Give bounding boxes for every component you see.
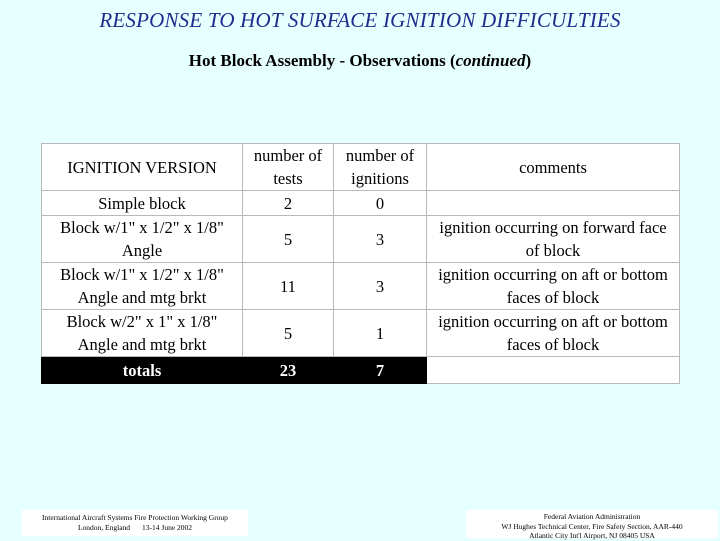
footer-left-date: 13-14 June 2002 [142,523,193,532]
table-row [42,263,680,310]
table-header-row [42,144,680,191]
footer-left [22,510,248,536]
cell-ignition-version [42,310,243,357]
slide-title: RESPONSE TO HOT SURFACE IGNITION DIFFICULTIES [99,8,621,32]
comments-line1: ignition occurring on aft or bottom [438,265,668,284]
version-line2: Angle [121,241,163,260]
footer-right-line2: WJ Hughes Technical Center, Fire Safety Section, AAR-440 [501,521,683,531]
footer-left-line2 [22,523,248,533]
footer-right-line1: Federal Aviation Administration [543,512,641,521]
totals-comments-empty [427,357,680,384]
footer-right [466,510,718,538]
cell-comments [427,216,680,263]
version-line2: Angle and mtg brkt [77,335,207,354]
cell-ignitions: 3 [334,263,427,310]
cell-comments [427,191,680,216]
footer-left-line1: International Aircraft Systems Fire Protection Working Group [42,513,228,522]
subtitle-italic: continued [455,51,526,70]
cell-ignitions: 0 [334,191,427,216]
slide-subtitle [0,51,720,71]
cell-comments [427,263,680,310]
table-row [42,191,680,216]
cell-tests: 11 [243,263,334,310]
comments-line1: ignition occurring on aft or bottom [438,312,668,331]
header-tests-line2: tests [273,169,303,188]
cell-tests: 2 [243,191,334,216]
header-ignition-version: IGNITION VERSION [42,144,243,191]
subtitle-main: Hot Block Assembly - Observations ( [188,51,456,70]
header-ignitions-line1: number of [345,146,415,165]
table-row [42,310,680,357]
totals-ignitions: 7 [334,357,427,384]
cell-ignition-version: Simple block [42,191,243,216]
cell-ignitions: 3 [334,216,427,263]
observations-table [41,143,680,384]
table-row [42,216,680,263]
version-line1: Block w/1" x 1/2" x 1/8" [60,265,224,284]
totals-tests: 23 [243,357,334,384]
version-line2: Angle and mtg brkt [77,288,207,307]
header-tests-line1: number of [253,146,323,165]
header-comments: comments [427,144,680,191]
cell-comments [427,310,680,357]
header-number-of-tests [243,144,334,191]
version-line1: Block w/1" x 1/2" x 1/8" [60,218,224,237]
cell-ignitions: 1 [334,310,427,357]
comments-line2: faces of block [506,288,600,307]
footer-left-place: London, England [77,523,131,532]
cell-tests: 5 [243,310,334,357]
cell-ignition-version [42,216,243,263]
cell-ignition-version [42,263,243,310]
subtitle-close: ) [525,51,532,70]
comments-line2: faces of block [506,335,600,354]
totals-row [42,357,680,384]
comments-line1: ignition occurring on forward face [439,218,667,237]
totals-label: totals [42,357,243,384]
header-number-of-ignitions [334,144,427,191]
cell-tests: 5 [243,216,334,263]
header-ignitions-line2: ignitions [351,169,409,188]
version-line1: Block w/2" x 1" x 1/8" [66,312,218,331]
comments-line2: of block [525,241,581,260]
footer-right-line3: Atlantic City Int'l Airport, NJ 08405 USA [529,531,655,540]
